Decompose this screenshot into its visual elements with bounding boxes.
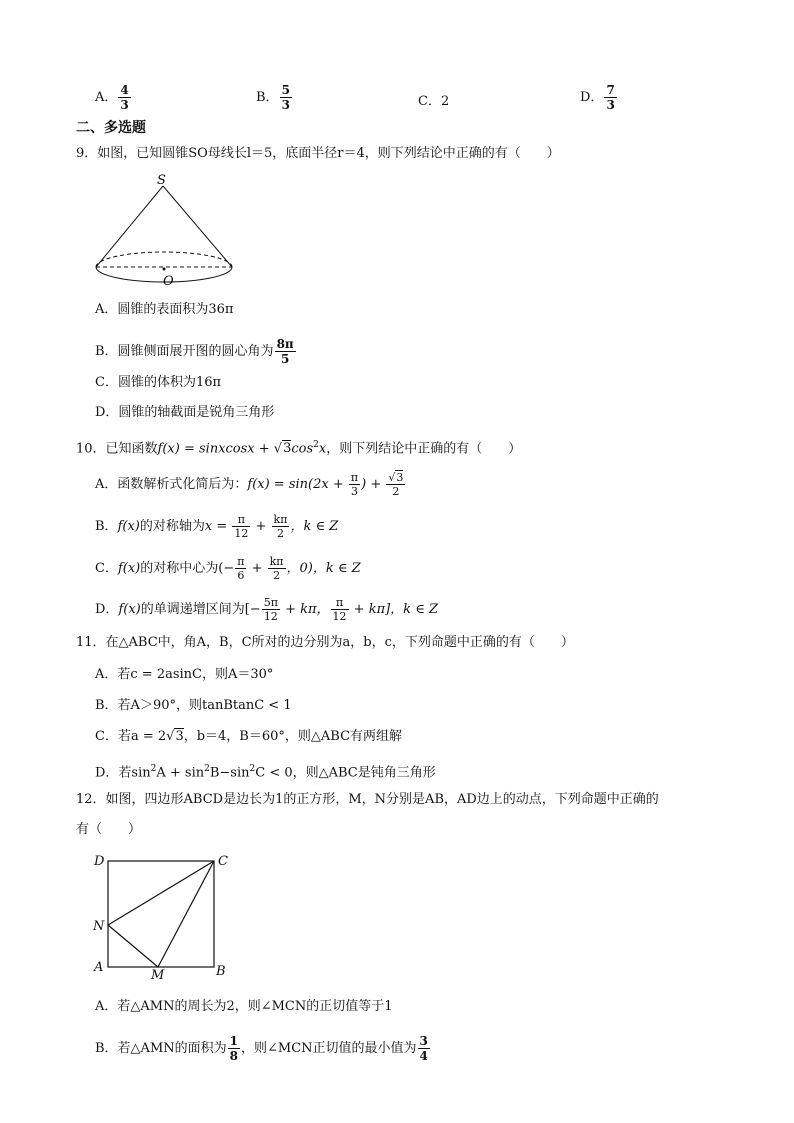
square-label-d: D bbox=[94, 854, 105, 869]
q9-title: 9．如图，已知圆锥SO母线长l＝5，底面半径r＝4，则下列结论中正确的有（ ） bbox=[76, 146, 560, 161]
top-choice-c: C．2 bbox=[418, 94, 450, 109]
cone-label-s: S bbox=[157, 173, 166, 188]
square-label-m: M bbox=[151, 968, 165, 983]
cone-figure bbox=[85, 172, 245, 290]
square-figure bbox=[88, 848, 238, 983]
square-label-c: C bbox=[218, 854, 228, 869]
q12-title-line2: 有（ ） bbox=[76, 822, 142, 837]
top-choice-d: D． $\frac{7}{3}$ bbox=[580, 83, 615, 112]
q11-option-c: C．若a = 2√3，b＝4，B＝60°，则△ABC有两组解 bbox=[95, 729, 403, 744]
q9-option-a: A．圆锥的表面积为36π bbox=[95, 302, 234, 317]
q12-option-a: A．若△AMN的周长为2，则∠MCN的正切值等于1 bbox=[95, 999, 393, 1014]
q11-option-b: B．若A＞90°，则tanBtanC < 1 bbox=[95, 698, 292, 713]
cone-label-o: O bbox=[163, 274, 174, 289]
q11-title: 11．在△ABC中，角A，B，C所对的边分别为a，b，c，下列命题中正确的有（ ） bbox=[76, 635, 574, 650]
q10-option-b: B．f(x)的对称轴为x = $\frac{\pi}{12}$ + $\frac{k\pi}{2}$ ，k ∈ Z bbox=[95, 513, 339, 540]
q10-option-c: C．f(x)的对称中心为(− $\frac{\pi}{6}$ + $\frac{k\pi}{2}$ ，0)，k ∈ Z bbox=[95, 555, 361, 582]
square-label-n: N bbox=[93, 919, 105, 934]
q10-option-d: D．f(x)的单调递增区间为[− $\frac{5\pi}{12}$ + kπ， $\frac{\pi}{12}$ + kπ]，k ∈ Z bbox=[95, 596, 438, 623]
top-choice-b: B． $\frac{5}{3}$ bbox=[256, 83, 290, 112]
q11-option-d: D．若$\sin^2A + \sin^2B-\sin^2C < 0$，则△ABC是钝角三角形 bbox=[95, 764, 436, 781]
q9-option-c: C．圆锥的体积为16π bbox=[95, 375, 222, 390]
q12-option-b: B．若△AMN的面积为 $\frac{1}{8}$ ，则∠MCN正切值的最小值为 $\frac{3}{4}$ bbox=[95, 1034, 428, 1063]
top-choice-a: A． $\frac{4}{3}$ bbox=[95, 83, 129, 112]
q12-title-line1: 12．如图，四边形ABCD是边长为1的正方形，M，N分别是AB，AD边上的动点，下列命题中正确的 bbox=[76, 792, 659, 807]
q9-option-d: D．圆锥的轴截面是锐角三角形 bbox=[95, 405, 275, 420]
q11-option-a: A．若c = 2asinC，则A＝30° bbox=[95, 667, 274, 682]
q9-option-b: B．圆锥侧面展开图的圆心角为 $\frac{8\pi}{5}$ bbox=[95, 337, 294, 366]
square-label-b: B bbox=[216, 964, 226, 979]
section-title: 二、多选题 bbox=[76, 120, 146, 136]
square-label-a: A bbox=[94, 960, 104, 975]
q10-title: 10．已知函数f(x) = sinxcosx + $√3\cos^2x$，则下列结论中正确的有（ ） bbox=[76, 440, 522, 457]
q10-option-a: A．函数解析式化简后为：f(x) = sin(2x + $\frac{\pi}{3}$ ) + $\frac{√3}{2}$ bbox=[95, 471, 404, 498]
